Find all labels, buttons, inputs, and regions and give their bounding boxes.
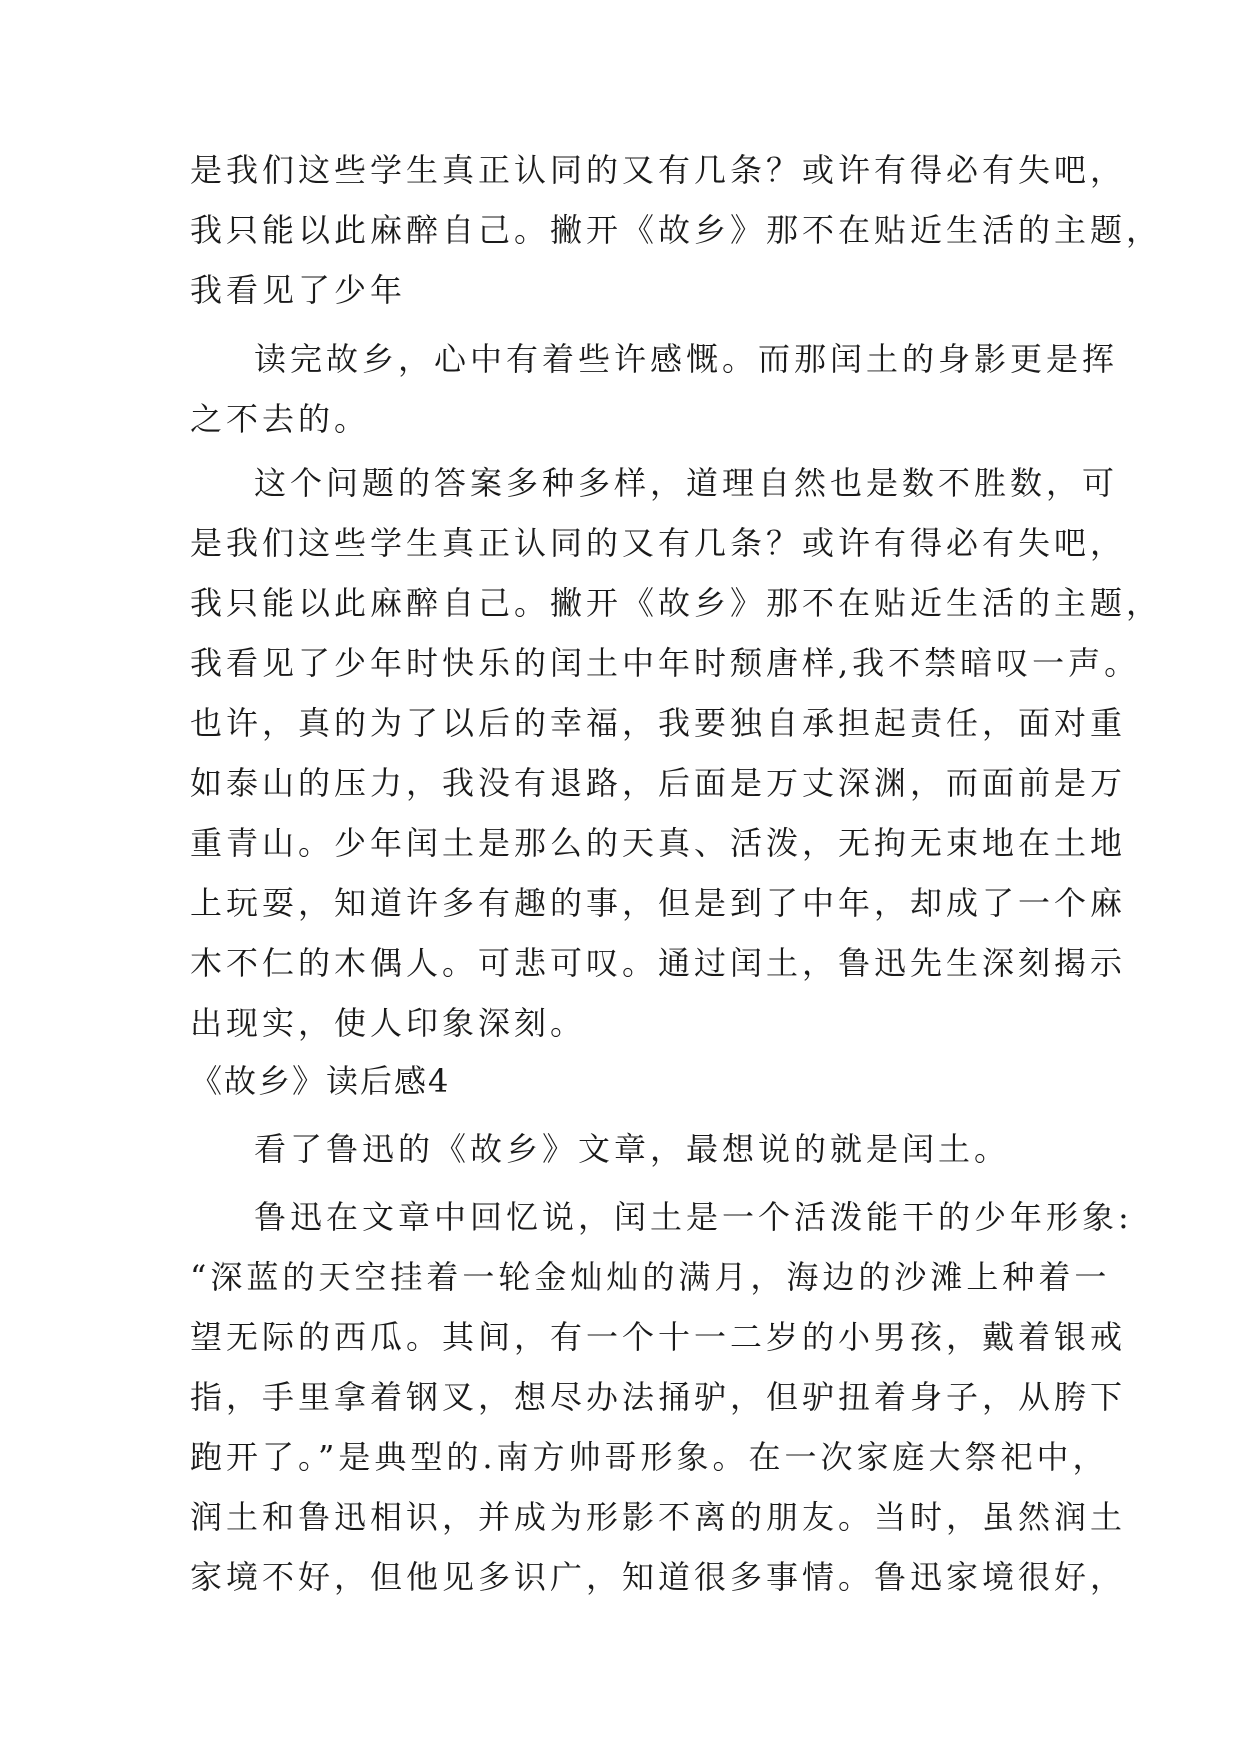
text-line: 如泰山的压力，我没有退路，后面是万丈深渊，而面前是万: [190, 764, 1127, 802]
text-line: 我只能以此麻醉自己。撇开《故乡》那不在贴近生活的主题，: [190, 211, 1163, 249]
section-heading: 《故乡》读后感4: [190, 1062, 451, 1100]
text-line: 是我们这些学生真正认同的又有几条？或许有得必有失吧，: [190, 524, 1127, 562]
paragraph-first-line: 鲁迅在文章中回忆说，闰土是一个活泼能干的少年形象:: [254, 1198, 1133, 1236]
text-line: 望无际的西瓜。其间，有一个十一二岁的小男孩，戴着银戒: [190, 1318, 1127, 1356]
text-line: “深蓝的天空挂着一轮金灿灿的满月，海边的沙滩上种着一: [190, 1258, 1111, 1296]
text-line: 润土和鲁迅相识，并成为形影不离的朋友。当时，虽然润土: [190, 1498, 1127, 1536]
text-line: 是我们这些学生真正认同的又有几条？或许有得必有失吧，: [190, 151, 1127, 189]
text-line: 指，手里拿着钢叉，想尽办法捅驴，但驴扭着身子，从胯下: [190, 1378, 1127, 1416]
text-line: 跑开了。”是典型的.南方帅哥形象。在一次家庭大祭祀中，: [190, 1438, 1109, 1476]
text-line: 出现实，使人印象深刻。: [190, 1004, 587, 1042]
text-line: 我看见了少年时快乐的闰土中年时颓唐样,我不禁暗叹一声。: [190, 644, 1141, 682]
paragraph-first-line: 看了鲁迅的《故乡》文章，最想说的就是闰土。: [254, 1130, 1011, 1168]
text-line: 重青山。少年闰土是那么的天真、活泼，无拘无束地在土地: [190, 824, 1127, 862]
paragraph-first-line: 读完故乡，心中有着些许感慨。而那闰土的身影更是挥: [254, 340, 1119, 378]
text-line: 上玩耍，知道许多有趣的事，但是到了中年，却成了一个麻: [190, 884, 1127, 922]
text-line: 家境不好，但他见多识广，知道很多事情。鲁迅家境很好，: [190, 1558, 1127, 1596]
paragraph-first-line: 这个问题的答案多种多样，道理自然也是数不胜数，可: [254, 464, 1119, 502]
text-line: 之不去的。: [190, 400, 371, 438]
text-line: 也许，真的为了以后的幸福，我要独自承担起责任，面对重: [190, 704, 1127, 742]
text-line: 我只能以此麻醉自己。撇开《故乡》那不在贴近生活的主题，: [190, 584, 1163, 622]
text-line: 木不仁的木偶人。可悲可叹。通过闰土，鲁迅先生深刻揭示: [190, 944, 1127, 982]
text-line: 我看见了少年: [190, 271, 407, 309]
